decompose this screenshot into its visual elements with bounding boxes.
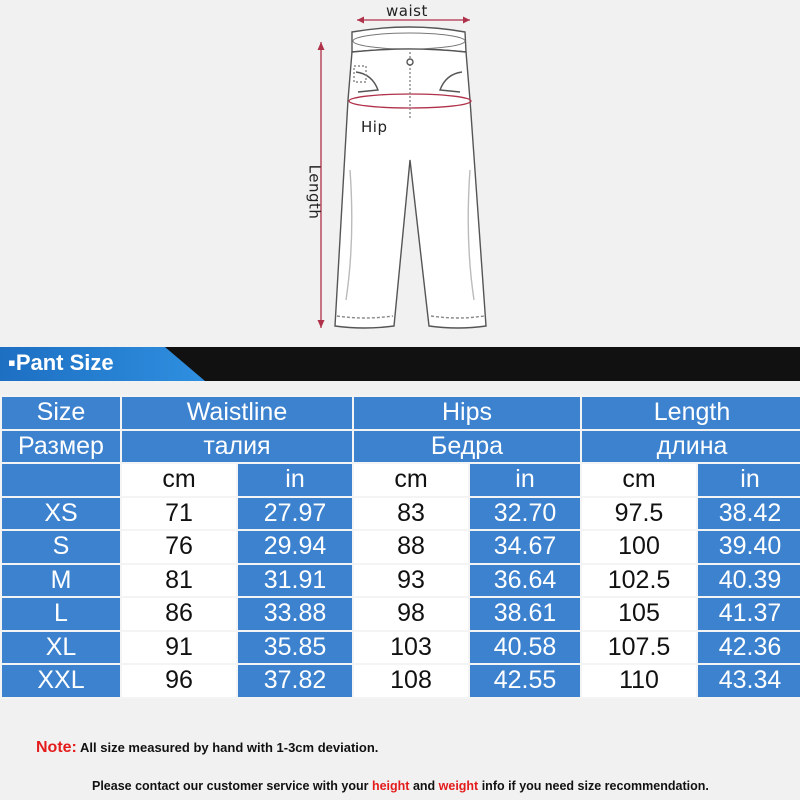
header-hips-ru: Бедра (354, 431, 580, 463)
size-cell: XS (2, 498, 120, 530)
value-cell: 41.37 (698, 598, 800, 630)
value-cell: 33.88 (238, 598, 352, 630)
value-cell: 76 (122, 531, 236, 563)
value-cell: 35.85 (238, 632, 352, 664)
value-cell: 110 (582, 665, 696, 697)
length-label: Length (305, 164, 324, 220)
header-length-ru: длина (582, 431, 800, 463)
size-cell: XXL (2, 665, 120, 697)
value-cell: 81 (122, 565, 236, 597)
unit-cell: in (698, 464, 800, 496)
contact-line (92, 779, 709, 793)
value-cell: 86 (122, 598, 236, 630)
table-row (2, 498, 800, 530)
value-cell: 42.55 (470, 665, 580, 697)
pant-size-banner (0, 347, 800, 381)
value-cell: 42.36 (698, 632, 800, 664)
value-cell: 88 (354, 531, 468, 563)
value-cell: 34.67 (470, 531, 580, 563)
value-cell: 108 (354, 665, 468, 697)
value-cell: 31.91 (238, 565, 352, 597)
pants-drawing (0, 0, 800, 340)
header-size-ru: Размер (2, 431, 120, 463)
value-cell: 32.70 (470, 498, 580, 530)
value-cell: 38.42 (698, 498, 800, 530)
value-cell: 105 (582, 598, 696, 630)
value-cell: 103 (354, 632, 468, 664)
value-cell: 38.61 (470, 598, 580, 630)
contact-weight: weight (438, 779, 479, 793)
size-cell: M (2, 565, 120, 597)
value-cell: 100 (582, 531, 696, 563)
value-cell: 91 (122, 632, 236, 664)
value-cell: 43.34 (698, 665, 800, 697)
waist-label: waist (386, 2, 428, 20)
table-row (2, 565, 800, 597)
unit-cell: in (470, 464, 580, 496)
value-cell: 93 (354, 565, 468, 597)
value-cell: 29.94 (238, 531, 352, 563)
unit-cell: cm (354, 464, 468, 496)
pants-outline (335, 27, 486, 328)
contact-and: and (409, 779, 439, 793)
value-cell: 39.40 (698, 531, 800, 563)
header-waistline-ru: талия (122, 431, 352, 463)
table-row (2, 632, 800, 664)
value-cell: 96 (122, 665, 236, 697)
table-row (2, 665, 800, 697)
pants-diagram (0, 0, 800, 340)
value-cell: 83 (354, 498, 468, 530)
value-cell: 40.39 (698, 565, 800, 597)
hip-label: Hip (361, 118, 388, 136)
note-text: All size measured by hand with 1-3cm deviation. (76, 740, 379, 755)
value-cell: 107.5 (582, 632, 696, 664)
unit-cell: cm (122, 464, 236, 496)
units-empty-cell (2, 464, 120, 496)
value-cell: 71 (122, 498, 236, 530)
size-table (0, 395, 800, 699)
bullet-icon: ▪ (8, 350, 16, 375)
table-row (2, 531, 800, 563)
note-label: Note: (36, 739, 77, 756)
banner-title (8, 350, 114, 376)
unit-cell: cm (582, 464, 696, 496)
value-cell: 27.97 (238, 498, 352, 530)
value-cell: 40.58 (470, 632, 580, 664)
header-length: Length (582, 397, 800, 429)
contact-height: height (371, 779, 410, 793)
value-cell: 36.64 (470, 565, 580, 597)
size-cell: L (2, 598, 120, 630)
value-cell: 98 (354, 598, 468, 630)
note-line (36, 739, 378, 757)
units-row (2, 464, 800, 496)
table-row (2, 598, 800, 630)
header-row-en (2, 397, 800, 429)
value-cell: 97.5 (582, 498, 696, 530)
header-waistline: Waistline (122, 397, 352, 429)
header-row-ru (2, 431, 800, 463)
value-cell: 37.82 (238, 665, 352, 697)
contact-post: info if you need size recommendation. (478, 779, 709, 793)
value-cell: 102.5 (582, 565, 696, 597)
size-cell: S (2, 531, 120, 563)
banner-title-text: Pant Size (15, 350, 114, 375)
header-hips: Hips (354, 397, 580, 429)
size-cell: XL (2, 632, 120, 664)
contact-pre: Please contact our customer service with your (92, 779, 372, 793)
header-size: Size (2, 397, 120, 429)
unit-cell: in (238, 464, 352, 496)
